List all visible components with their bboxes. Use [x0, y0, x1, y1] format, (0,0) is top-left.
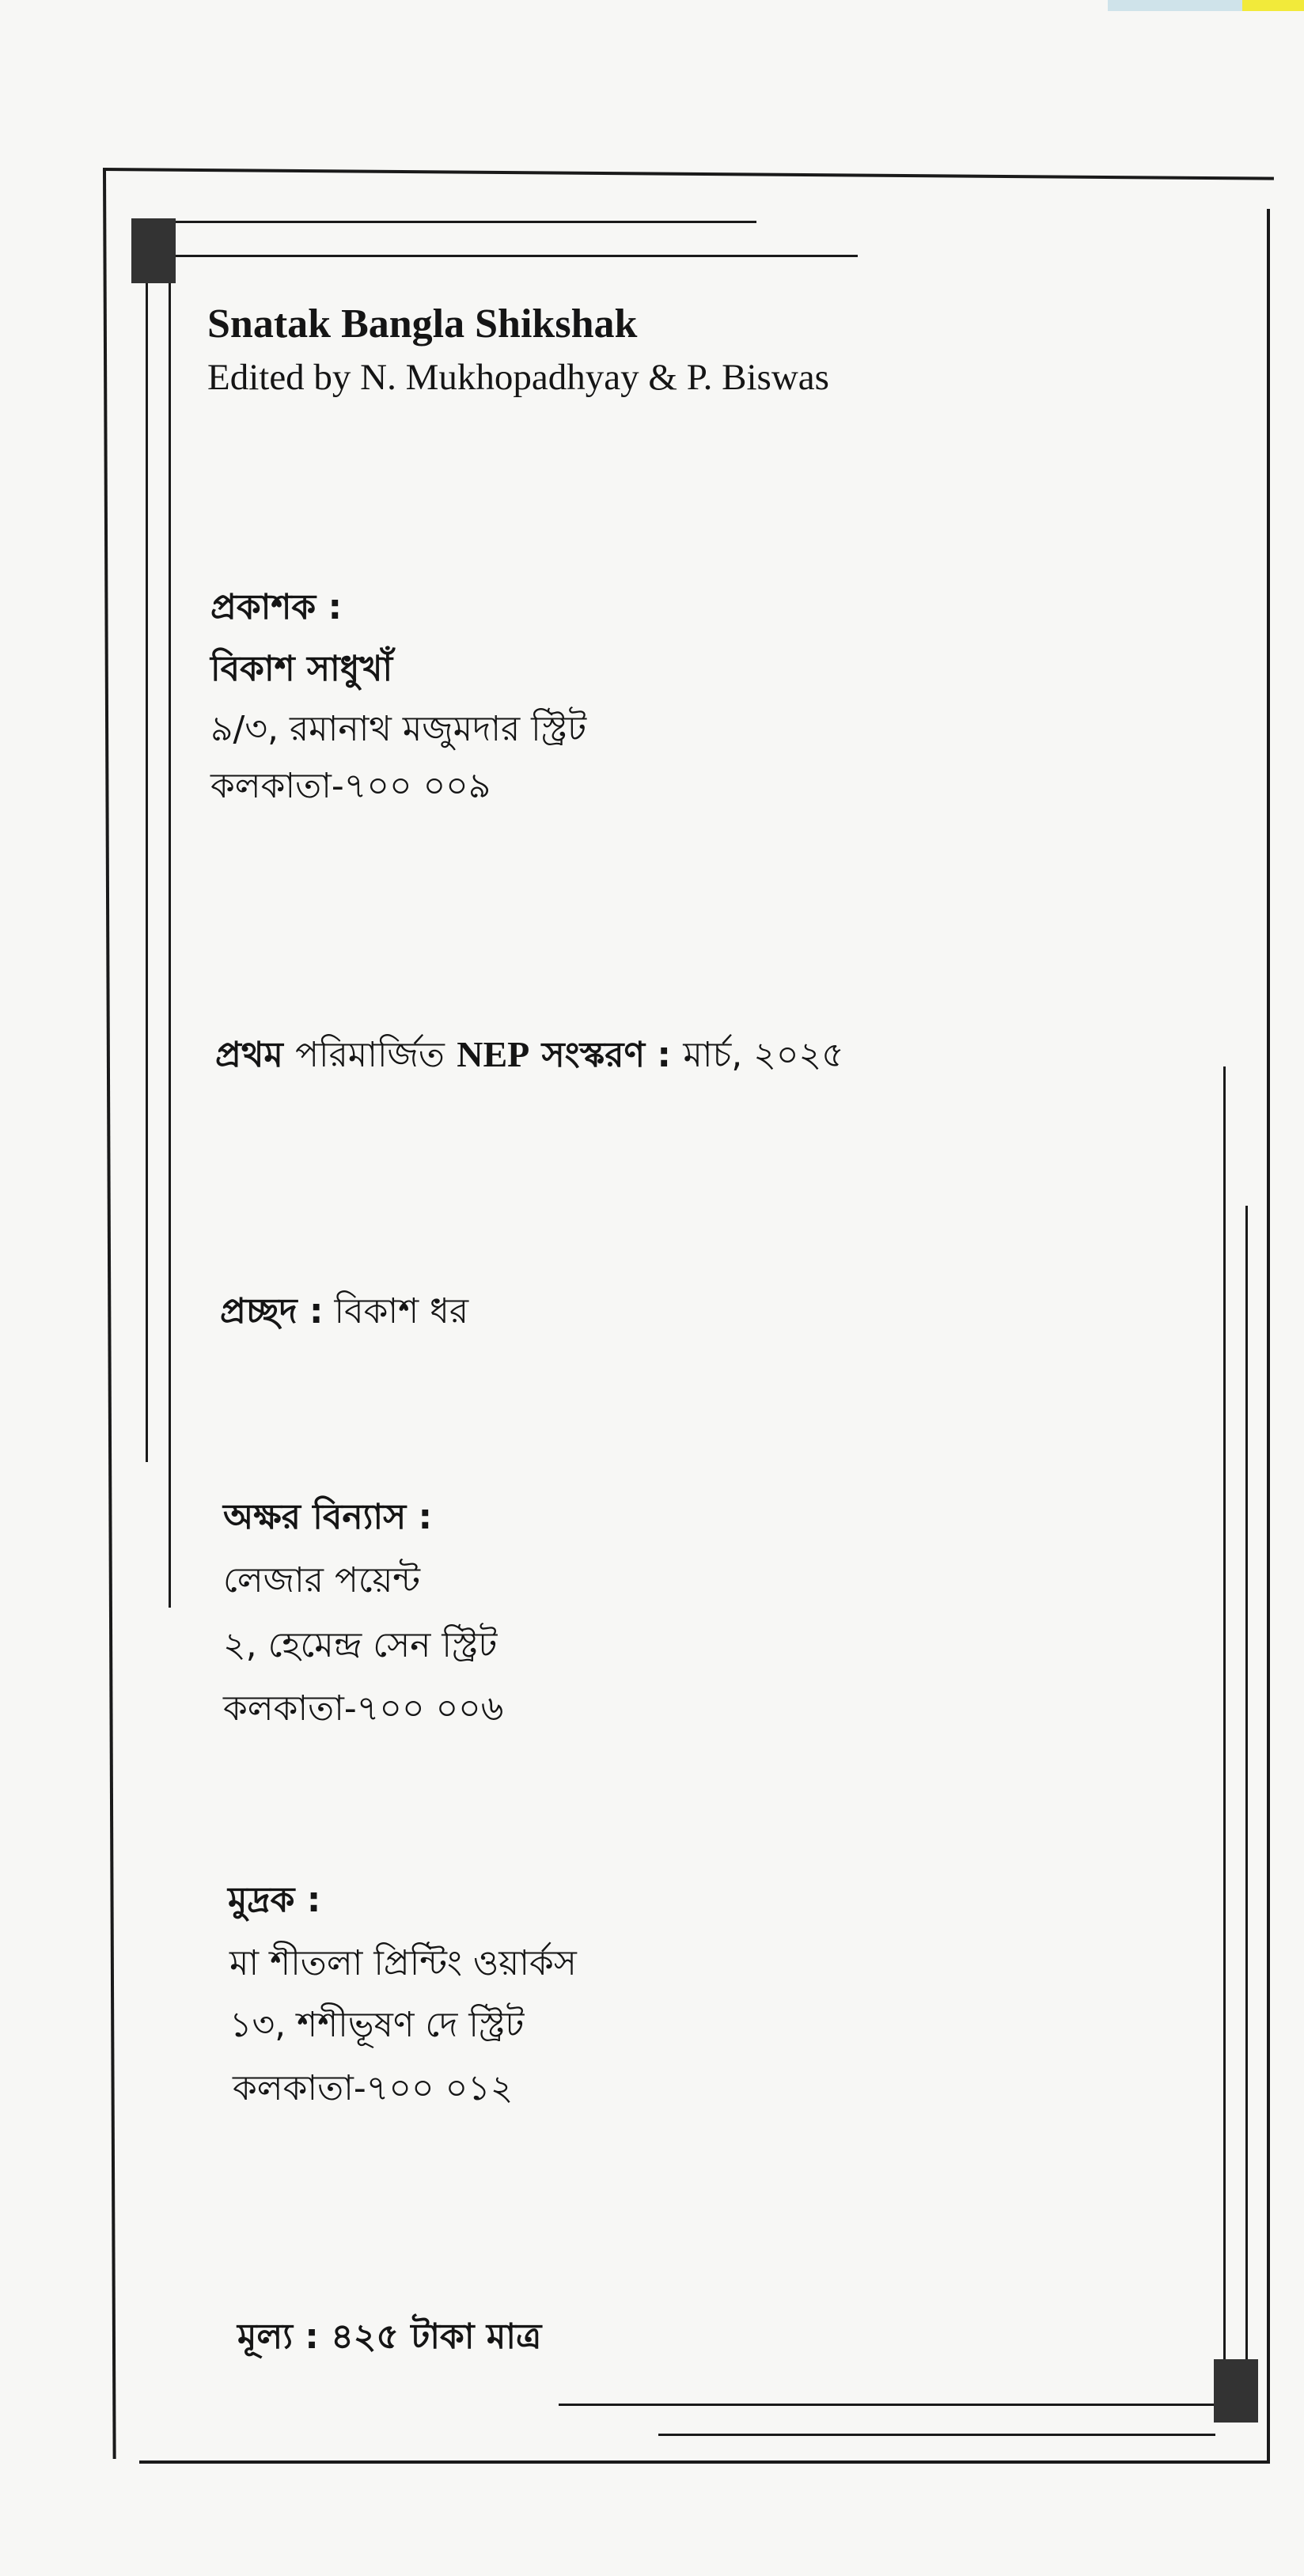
typesetting-address: ২, হেমেন্দ্র সেন স্ট্রিট	[223, 1625, 498, 1665]
cover-line	[220, 1285, 468, 1343]
publisher-address: ৯/৩, রমানাথ মজুমদার স্ট্রিট	[210, 709, 587, 749]
frame-bottom-border	[139, 2460, 1269, 2464]
publisher-label: প্রকাশক :	[210, 587, 343, 627]
edition-line	[215, 1029, 844, 1086]
edition-label-revised: পরিমার্জিত	[295, 1035, 445, 1075]
corner-block-top-left	[131, 218, 176, 283]
corner-block-bottom-right	[1214, 2359, 1258, 2423]
price-label: মূল্য :	[237, 2317, 319, 2357]
printer-name: মা শীতলা প্রিন্টিং ওয়ার্কস	[229, 1943, 577, 1983]
top-edge-tint	[1108, 0, 1242, 11]
cover-label: প্রচ্ছদ :	[220, 1291, 324, 1332]
edition-label-prefix: প্রথম	[215, 1035, 283, 1075]
publisher-city: কলকাতা-৭০০ ০০৯	[210, 766, 491, 806]
frame-right-border	[1267, 209, 1270, 2464]
cover-artist: বিকাশ ধর	[334, 1291, 469, 1332]
typesetting-label: অক্ষর বিন্যাস :	[223, 1497, 433, 1537]
book-editors: Edited by N. Mukhopadhyay & P. Biswas	[207, 357, 829, 398]
publisher-name: বিকাশ সাধুখাঁ	[210, 649, 393, 689]
price-value: ৪২৫ টাকা মাত্র	[331, 2317, 542, 2357]
ornament-line	[658, 2434, 1215, 2436]
edition-date: মার্চ, ২০২৫	[683, 1035, 844, 1075]
typesetting-name: লেজার পয়েন্ট	[223, 1560, 421, 1601]
frame-left-border	[103, 169, 116, 2459]
printer-address: ১৩, শশীভূষণ দে স্ট্রিট	[229, 2005, 525, 2045]
edition-label-nep: NEP	[457, 1034, 530, 1074]
frame-top-border	[103, 168, 1274, 180]
ornament-line	[1245, 1206, 1248, 2359]
ornament-line	[1223, 1066, 1226, 2359]
ornament-line	[559, 2404, 1214, 2406]
price-line	[237, 2310, 541, 2368]
ornament-line	[176, 255, 858, 257]
edition-label-suffix: সংস্করণ :	[541, 1035, 672, 1075]
ornament-line	[176, 221, 756, 223]
printer-label: মুদ্রক :	[228, 1880, 321, 1920]
typesetting-city: কলকাতা-৭০০ ০০৬	[223, 1688, 504, 1729]
ornament-line	[146, 283, 148, 1462]
book-title: Snatak Bangla Shikshak	[207, 301, 638, 347]
ornament-line	[169, 283, 171, 1608]
printer-city: কলকাতা-৭০০ ০১২	[233, 2068, 514, 2108]
top-edge-tint	[1242, 0, 1304, 11]
